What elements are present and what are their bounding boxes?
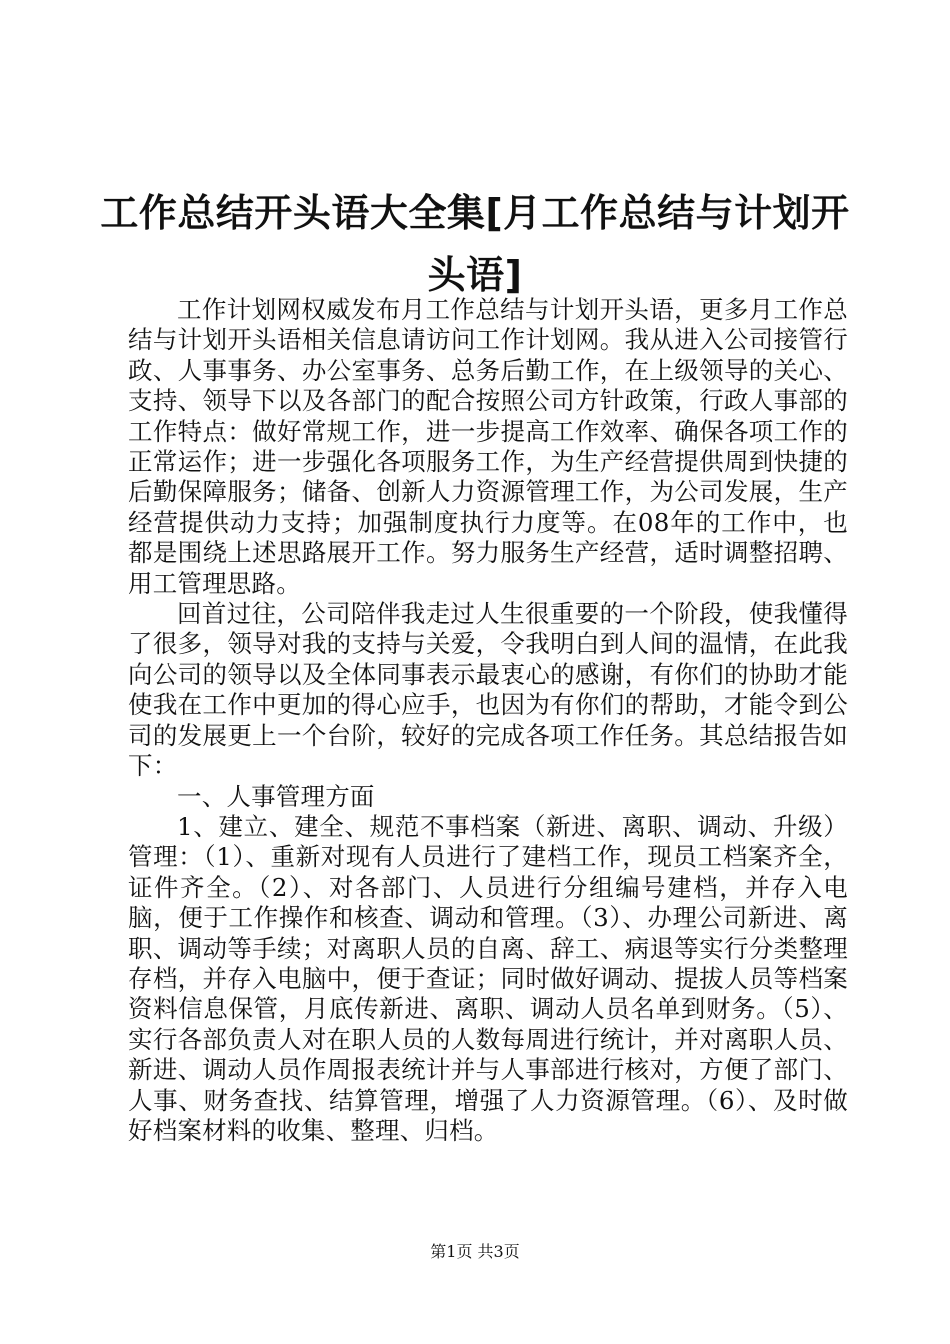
paragraph-archives: 1、建立、建全、规范不事档案（新进、离职、调动、升级）管理：（1）、重新对现有人员进行了建档工作，现员工档案齐全，证件齐全。（2）、对各部门、人员进行分组编号建档，并存入电脑，便于工作操作和核查、调动和管理。（3）、办理公司新进、离职、调动等手续；对离职人员的自离、辞工、病退等实行分类整理存档，并存入电脑中，便于查证；同时做好调动、提拔人员等档案资料信息保管，月底传新进、离职、调动人员名单到财务。（5）、实行各部负责人对在职人员的人数每周进行统计，并对离职人员、新进、调动人员作周报表统计并与人事部进行核对，方便了部门、人事、财务查找、结算管理，增强了人力资源管理。（6）、及时做好档案材料的收集、整理、归档。: [128, 811, 848, 1145]
section-heading-personnel: 一、人事管理方面: [177, 781, 375, 811]
document-body: [128, 295, 848, 1146]
title-line-1: 工作总结开头语大全集[月工作总结与计划开: [100, 191, 850, 235]
paragraph-intro: 工作计划网权威发布月工作总结与计划开头语，更多月工作总结与计划开头语相关信息请访问工作计划网。我从进入公司接管行政、人事事务、办公室事务、总务后勤工作，在上级领导的关心、支持、领导下以及各部门的配合按照公司方针政策，行政人事部的工作特点：做好常规工作，进一步提高工作效率、确保各项工作的正常运作；进一步强化各项服务工作，为生产经营提供周到快捷的后勤保障服务；储备、创新人力资源管理工作，为公司发展，生产经营提供动力支持；加强制度执行力度等。在08年的工作中，也都是围绕上述思路展开工作。努力服务生产经营，适时调整招聘、用工管理思路。: [128, 295, 848, 598]
page-footer: [0, 1242, 950, 1262]
title-line-2: 头语]: [427, 253, 523, 297]
paragraph-review: 回首过往，公司陪伴我走过人生很重要的一个阶段，使我懂得了很多，领导对我的支持与关爱，令我明白到人间的温情，在此我向公司的领导以及全体同事表示最衷心的感谢，有你们的协助才能使我在工作中更加的得心应手，也因为有你们的帮助，才能令到公司的发展更上一个台阶，较好的完成各项工作任务。其总结报告如下：: [128, 599, 848, 781]
page-number: 第1页 共3页: [430, 1242, 520, 1261]
document-title: [100, 182, 850, 306]
